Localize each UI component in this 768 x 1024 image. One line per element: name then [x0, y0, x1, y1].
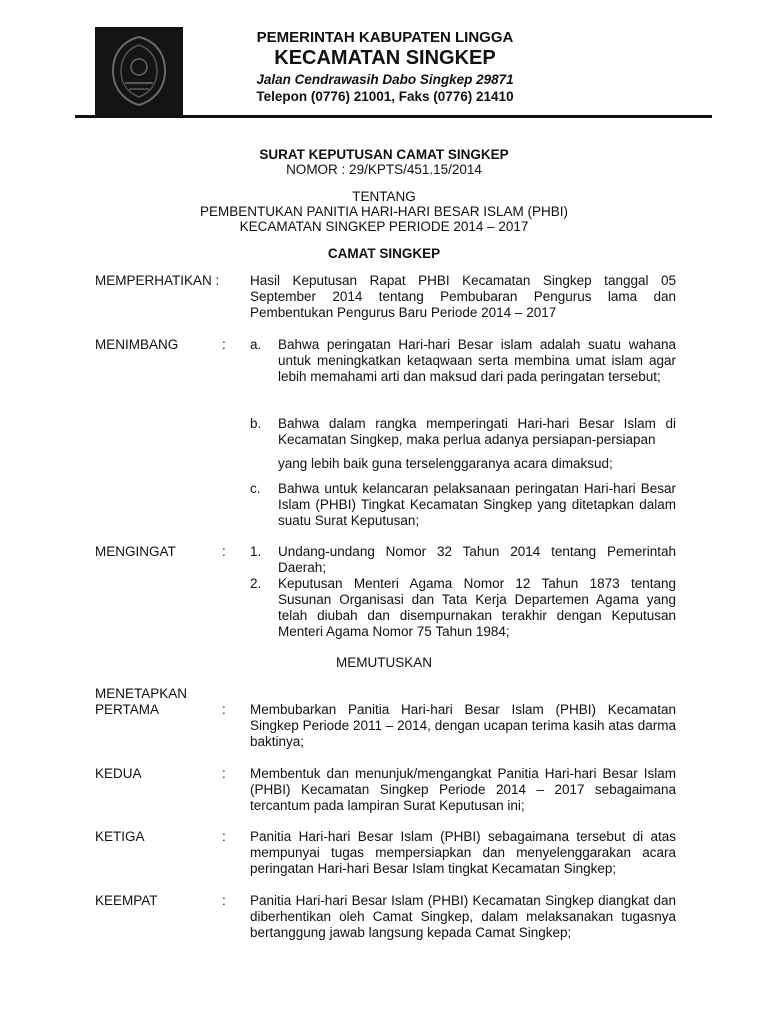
mengingat-text-1: Undang-undang Nomor 32 Tahun 2014 tentang Pemerintah Daerah; [278, 544, 676, 575]
menimbang-marker-a: a. [250, 337, 262, 352]
mengingat-colon: : [222, 544, 226, 559]
memperhatikan-text: Hasil Keputusan Rapat PHBI Kecamatan Singkep tanggal 05 September 2014 tentang Pembubaran Pengurus lama dan Pembentukan Pengurus Baru Periode 2014 – 2017 [250, 273, 676, 320]
menimbang-marker-c: c. [250, 481, 261, 496]
kedua-colon: : [222, 766, 226, 781]
menimbang-text-c: Bahwa untuk kelancaran pelaksanaan peringatan Hari-hari Besar Islam (PHBI) Tingkat Kecamatan Singkep yang ditetapkan dalam suatu Surat Keputusan; [278, 481, 676, 528]
pertama-colon: : [222, 702, 226, 717]
menetapkan-label: MENETAPKAN [95, 686, 188, 701]
decree-subject-line1: PEMBENTUKAN PANITIA HARI-HARI BESAR ISLAM (PHBI) [199, 204, 569, 219]
decree-about: TENTANG [352, 189, 416, 204]
keempat-text: Panitia Hari-hari Besar Islam (PHBI) Kecamatan Singkep diangkat dan diberhentikan oleh Camat Singkep, dalam melaksanakan tugasnya bertanggung jawab langsung kepada Camat Singkep; [250, 893, 676, 940]
keempat-colon: : [222, 893, 226, 908]
decree-issuer: CAMAT SINGKEP [327, 246, 441, 261]
memperhatikan-label: MEMPERHATIKAN : [95, 273, 220, 288]
mengingat-label: MENGINGAT [95, 544, 176, 559]
kedua-text: Membentuk dan menunjuk/mengangkat Panitia Hari-hari Besar Islam (PHBI) Kecamatan Singkep Periode 2014 – 2017 sebagaimana tercantum pada lampiran Surat Keputusan ini; [250, 766, 676, 813]
mengingat-marker-1: 1. [250, 544, 262, 559]
ketiga-colon: : [222, 829, 226, 844]
kedua-label: KEDUA [95, 766, 142, 781]
ketiga-text: Panitia Hari-hari Besar Islam (PHBI) sebagaimana tersebut di atas mempunyai tugas mempersiapkan dan menyelenggarakan acara peringatan Hari-hari Besar Islam tingkat Kecamatan Singkep; [250, 829, 676, 876]
ketiga-label: KETIGA [95, 829, 145, 844]
menimbang-text-b: Bahwa dalam rangka memperingati Hari-hari Besar Islam di Kecamatan Singkep, maka perlua adanya persiapan-persiapan [278, 416, 676, 447]
memutuskan-heading: MEMUTUSKAN [335, 655, 432, 670]
pertama-label: PERTAMA [95, 702, 160, 717]
decree-subject-line2: KECAMATAN SINGKEP PERIODE 2014 – 2017 [239, 219, 529, 234]
menimbang-label: MENIMBANG [95, 337, 179, 352]
decree-title: SURAT KEPUTUSAN CAMAT SINGKEP [259, 147, 509, 162]
keempat-label: KEEMPAT [95, 893, 158, 908]
menimbang-colon: : [222, 337, 226, 352]
emblem-icon [95, 27, 183, 115]
regency-emblem-logo [95, 27, 183, 115]
header-divider [75, 115, 712, 118]
menimbang-text-a: Bahwa peringatan Hari-hari Besar islam adalah suatu wahana untuk meningkatkan ketaqwaan serta membina umat islam agar lebih memahami arti dan maksud dari pada peringatan tersebut; [278, 337, 676, 384]
pertama-text: Membubarkan Panitia Hari-hari Besar Islam (PHBI) Kecamatan Singkep Periode 2011 – 2014, dengan ucapan terima kasih atas darma baktinya; [250, 702, 676, 749]
decree-number: NOMOR : 29/KPTS/451.15/2014 [286, 162, 482, 177]
header-district: KECAMATAN SINGKEP [274, 47, 496, 69]
menimbang-marker-b: b. [250, 416, 262, 431]
header-government: PEMERINTAH KABUPATEN LINGGA [256, 29, 514, 46]
mengingat-text-2: Keputusan Menteri Agama Nomor 12 Tahun 1873 tentang Susunan Organisasi dan Tata Kerja Departemen Agama yang telah diubah dan disempurnakan terakhir dengan Keputusan Menteri Agama Nomor 75 Tahun 1984; [278, 576, 676, 639]
header-phone: Telepon (0776) 21001, Faks (0776) 21410 [256, 89, 514, 104]
mengingat-marker-2: 2. [250, 576, 262, 591]
menimbang-text-b-cont: yang lebih baik guna terselenggaranya acara dimaksud; [278, 456, 613, 471]
header-address: Jalan Cendrawasih Dabo Singkep 29871 [256, 72, 514, 87]
